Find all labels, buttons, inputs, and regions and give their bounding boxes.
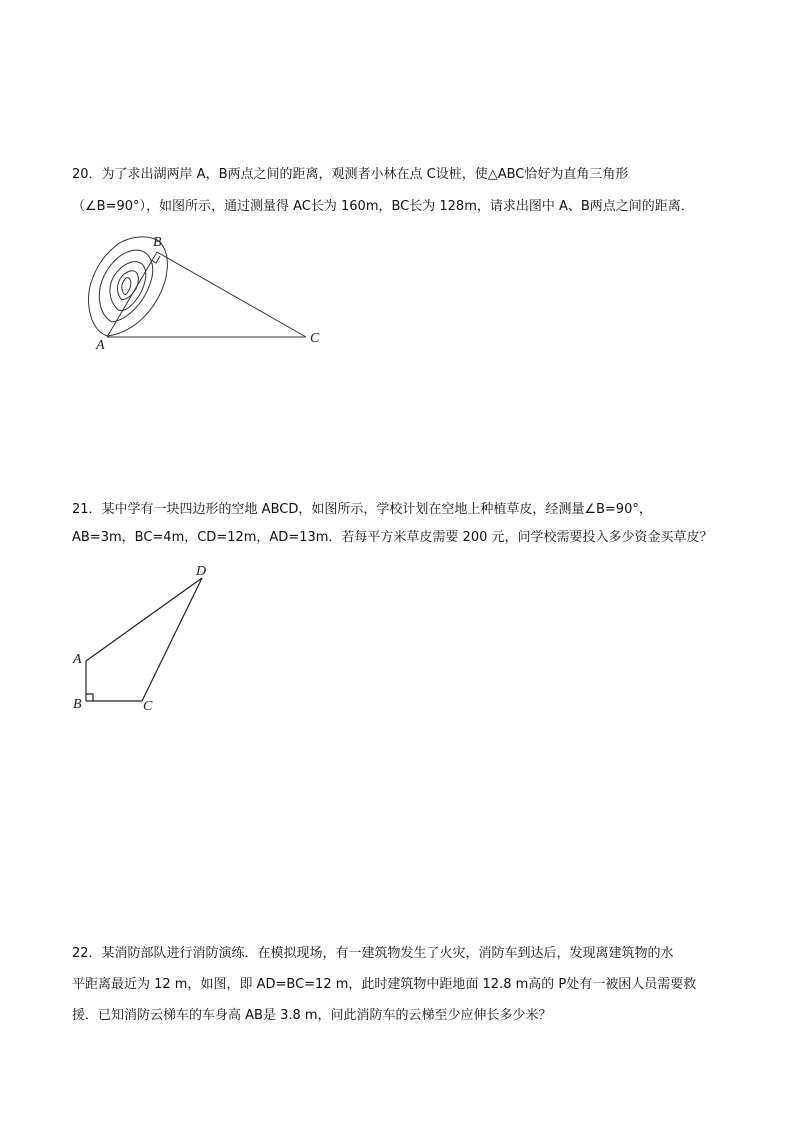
segment-CD	[142, 578, 202, 701]
question-22-line-2: 平距离最近为 12 m，如图，即 AD=BC=12 m，此时建筑物中距地面 12.8 m高的 P处有一被困人员需要救	[72, 977, 697, 992]
lake-contour-2	[99, 250, 152, 322]
label-D: D	[196, 564, 207, 579]
question-21-line-1: 21．某中学有一块四边形的空地 ABCD，如图所示，学校计划在空地上种植草皮，经测量∠B=90°，	[72, 502, 652, 517]
lake-contour-inner	[122, 278, 131, 295]
label-B: B	[73, 697, 82, 712]
label-C: C	[143, 699, 153, 714]
segment-BC	[157, 252, 306, 337]
label-A: A	[96, 338, 105, 353]
label-A: A	[73, 652, 82, 667]
segment-AD	[86, 578, 202, 661]
question-22-line-1: 22．某消防部队进行消防演练．在模拟现场，有一建筑物发生了火灾，消防车到达后，发现离建筑物的水	[72, 946, 674, 961]
lake-contour-4	[118, 271, 139, 300]
label-C: C	[310, 331, 320, 346]
question-21-line-2: AB=3m，BC=4m，CD=12m，AD=13m．若每平方米草皮需要 200 元，问学校需要投入多少资金买草皮？	[72, 530, 713, 545]
question-22-line-3: 援．已知消防云梯车的车身高 AB是 3.8 m，问此消防车的云梯至少应伸长多少米？	[72, 1008, 552, 1023]
right-angle-mark	[86, 694, 93, 701]
label-B: B	[153, 235, 162, 250]
question-20-line-2: （∠B=90°），如图所示，通过测量得 AC长为 160m，BC长为 128m，请求出图中 A、B两点之间的距离．	[72, 199, 694, 214]
segment-AB	[107, 252, 157, 337]
question-20-line-1: 20．为了求出湖两岸 A，B两点之间的距离，观测者小林在点 C设桩，使△ABC恰好为直角三角形	[72, 167, 629, 182]
